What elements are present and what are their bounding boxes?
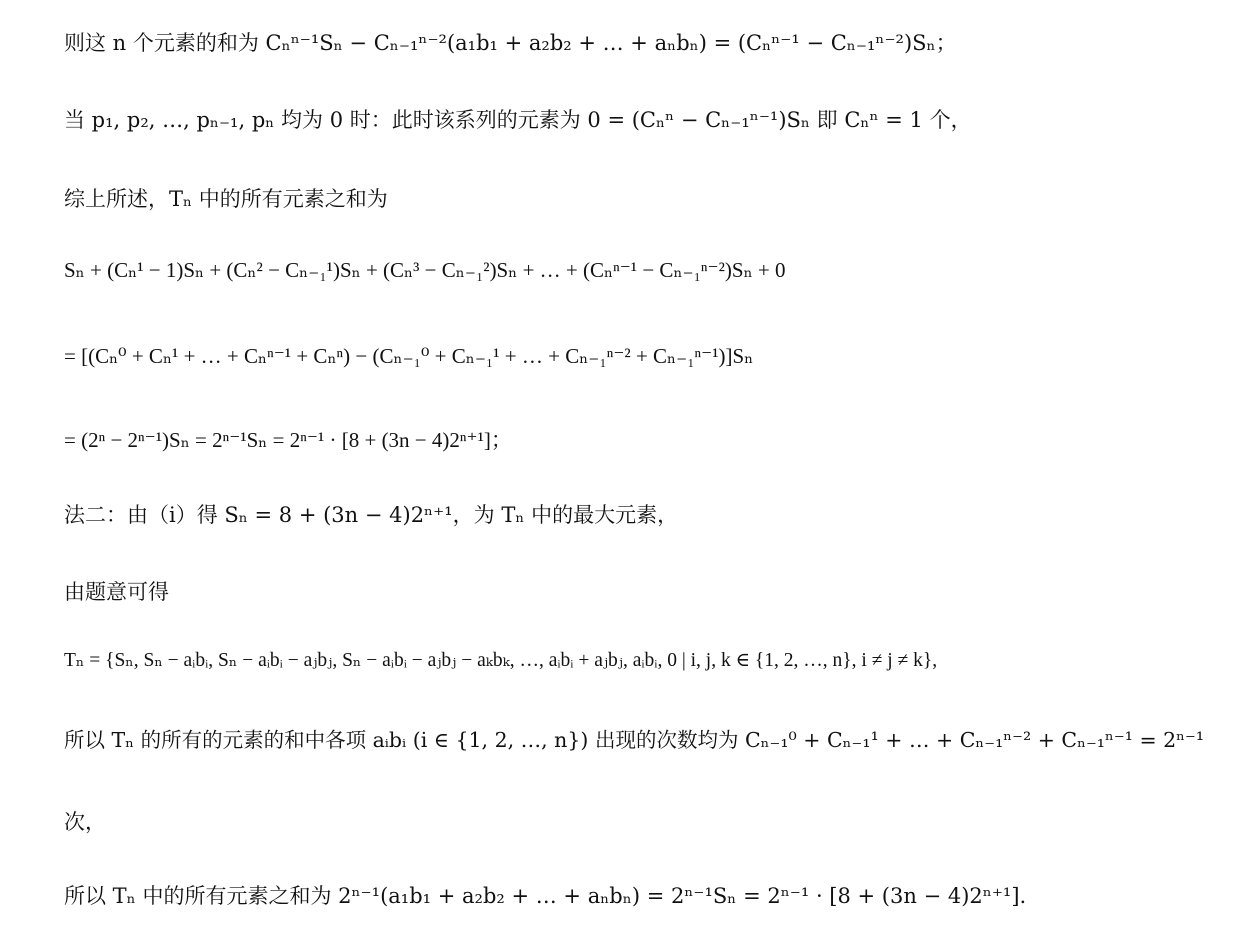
- formula-line: = (2ⁿ − 2ⁿ⁻¹)Sₙ = 2ⁿ⁻¹Sₙ = 2ⁿ⁻¹ · [8 + (3n − 4)2ⁿ⁺¹]；: [64, 428, 512, 452]
- text-line: 则这 n 个元素的和为 Cₙⁿ⁻¹Sₙ − Cₙ₋₁ⁿ⁻²(a₁b₁ + a₂b₂ + … + aₙbₙ) = (Cₙⁿ⁻¹ − Cₙ₋₁ⁿ⁻²)Sₙ；: [64, 31, 957, 55]
- text-line: 法二：由（i）得 Sₙ = 8 + (3n − 4)2ⁿ⁺¹，为 Tₙ 中的最大元素，: [64, 503, 679, 527]
- formula-line: Sₙ + (Cₙ¹ − 1)Sₙ + (Cₙ² − Cₙ₋₁¹)Sₙ + (Cₙ³ − Cₙ₋₁²)Sₙ + … + (Cₙⁿ⁻¹ − Cₙ₋₁ⁿ⁻²)Sₙ + 0: [64, 258, 786, 282]
- text-line: 综上所述，Tₙ 中的所有元素之和为: [64, 187, 388, 211]
- text-line: 所以 Tₙ 的所有的元素的和中各项 aᵢbᵢ (i ∈ {1, 2, …, n}) 出现的次数均为 Cₙ₋₁⁰ + Cₙ₋₁¹ + … + Cₙ₋₁ⁿ⁻² + Cₙ₋₁ⁿ⁻¹ = 2ⁿ⁻¹: [64, 728, 1205, 752]
- text-line: 次，: [64, 810, 106, 834]
- text-line: 所以 Tₙ 中的所有元素之和为 2ⁿ⁻¹(a₁b₁ + a₂b₂ + … + aₙbₙ) = 2ⁿ⁻¹Sₙ = 2ⁿ⁻¹ · [8 + (3n − 4)2ⁿ⁺¹].: [64, 884, 1027, 908]
- formula-line: Tₙ = {Sₙ, Sₙ − aᵢbᵢ, Sₙ − aᵢbᵢ − aⱼbⱼ, Sₙ − aᵢbᵢ − aⱼbⱼ − aₖbₖ, …, aᵢbᵢ + aⱼbⱼ, aᵢbᵢ, 0 | i, j, k ∈ {1, 2, …, n}, i ≠ j ≠ k},: [64, 650, 938, 671]
- formula-line: = [(Cₙ⁰ + Cₙ¹ + … + Cₙⁿ⁻¹ + Cₙⁿ) − (Cₙ₋₁⁰ + Cₙ₋₁¹ + … + Cₙ₋₁ⁿ⁻² + Cₙ₋₁ⁿ⁻¹)]Sₙ: [64, 344, 754, 368]
- text-line: 当 p₁, p₂, …, pₙ₋₁, pₙ 均为 0 时：此时该系列的元素为 0 = (Cₙⁿ − Cₙ₋₁ⁿ⁻¹)Sₙ 即 Cₙⁿ = 1 个，: [64, 108, 972, 132]
- text-line: 由题意可得: [64, 580, 169, 604]
